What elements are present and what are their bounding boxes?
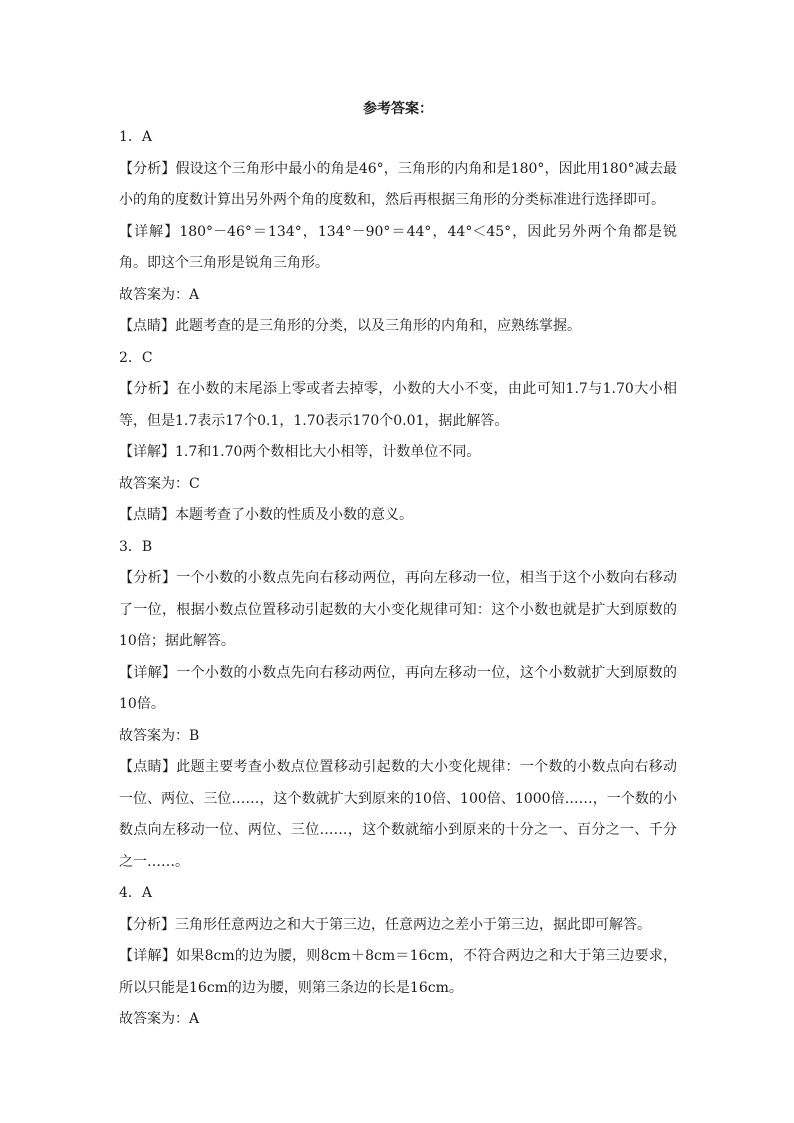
- detail-tag: 【详解】: [119, 444, 175, 460]
- question-number: 2．C: [119, 349, 153, 366]
- analysis-paragraph: [119, 910, 677, 942]
- question-number: 1．A: [119, 129, 153, 145]
- detail-paragraph: [119, 437, 677, 469]
- answer-line: 故答案为：C: [119, 475, 200, 492]
- comment-text: 本题考查了小数的性质及小数的意义。: [175, 507, 413, 523]
- analysis-tag: 【分析】: [119, 160, 176, 177]
- page-title: 参考答案：: [363, 101, 433, 117]
- analysis-paragraph: [119, 154, 677, 217]
- comment-tag: 【点睛】: [119, 318, 175, 334]
- analysis-tag: 【分析】: [119, 916, 175, 933]
- analysis-tag: 【分析】: [119, 570, 177, 586]
- answer-line: 故答案为：A: [119, 1011, 200, 1027]
- analysis-paragraph: [119, 563, 677, 658]
- question-1: [119, 122, 677, 343]
- detail-paragraph: [119, 941, 677, 1004]
- detail-tag: 【详解】: [119, 223, 180, 240]
- question-3: [119, 532, 677, 879]
- comment-paragraph: [119, 311, 677, 343]
- analysis-text: 在小数的末尾添上零或者去掉零，小数的大小不变，由此可知1.7与1.70大小相等，但是1.7表示17个0.1，1.70表示170个0.01，据此解答。: [119, 381, 678, 429]
- question-number: 3．B: [119, 538, 153, 555]
- comment-tag: 【点睛】: [119, 759, 177, 775]
- comment-text: 此题考查的是三角形的分类，以及三角形的内角和，应熟练掌握。: [175, 318, 581, 334]
- question-2: [119, 343, 677, 532]
- detail-text: 180°－46°＝134°，134°－90°＝44°，44°＜45°，因此另外两个角都是锐角。即这个三角形是锐角三角形。: [119, 223, 677, 271]
- analysis-text: 三角形任意两边之和大于第三边，任意两边之差小于第三边，据此即可解答。: [175, 916, 651, 933]
- detail-paragraph: [119, 658, 677, 721]
- analysis-text: 假设这个三角形中最小的角是46°，三角形的内角和是180°，因此用180°减去最小的角的度数计算出另外两个角的度数和，然后再根据三角形的分类标准进行选择即可。: [119, 160, 678, 208]
- comment-text: 此题主要考查小数点位置移动引起数的大小变化规律：一个数的小数点向右移动一位、两位、三位……，这个数就扩大到原来的10倍、100倍、1000倍……，一个数的小数点向左移动一位、两位、三位……，这个数就缩小到原来的十分之一、百分之一、千分之一……。: [119, 759, 678, 870]
- question-4: [119, 878, 677, 1036]
- detail-tag: 【详解】: [119, 664, 177, 681]
- analysis-tag: 【分析】: [119, 381, 177, 397]
- detail-text: 1.7和1.70两个数相比大小相等，计数单位不同。: [175, 444, 481, 460]
- answer-key-content: [119, 96, 677, 1036]
- detail-paragraph: [119, 217, 677, 280]
- comment-paragraph: [119, 500, 677, 532]
- detail-text: 如果8cm的边为腰，则8cm＋8cm＝16cm，不符合两边之和大于第三边要求，所以只能是16cm的边为腰，则第三条边的长是16cm。: [119, 948, 678, 996]
- comment-tag: 【点睛】: [119, 507, 175, 523]
- analysis-text: 一个小数的小数点先向右移动两位，再向左移动一位，相当于这个小数向右移动了一位，根据小数点位置移动引起数的大小变化规律可知：这个小数也就是扩大到原数的10倍；据此解答。: [119, 570, 678, 649]
- comment-paragraph: [119, 752, 677, 878]
- detail-tag: 【详解】: [119, 948, 177, 964]
- answer-line: 故答案为：A: [119, 286, 200, 303]
- detail-text: 一个小数的小数点先向右移动两位，再向左移动一位，这个小数就扩大到原数的10倍。: [119, 664, 678, 712]
- answer-line: 故答案为：B: [119, 727, 200, 744]
- analysis-paragraph: [119, 374, 677, 437]
- question-number: 4．A: [119, 885, 153, 901]
